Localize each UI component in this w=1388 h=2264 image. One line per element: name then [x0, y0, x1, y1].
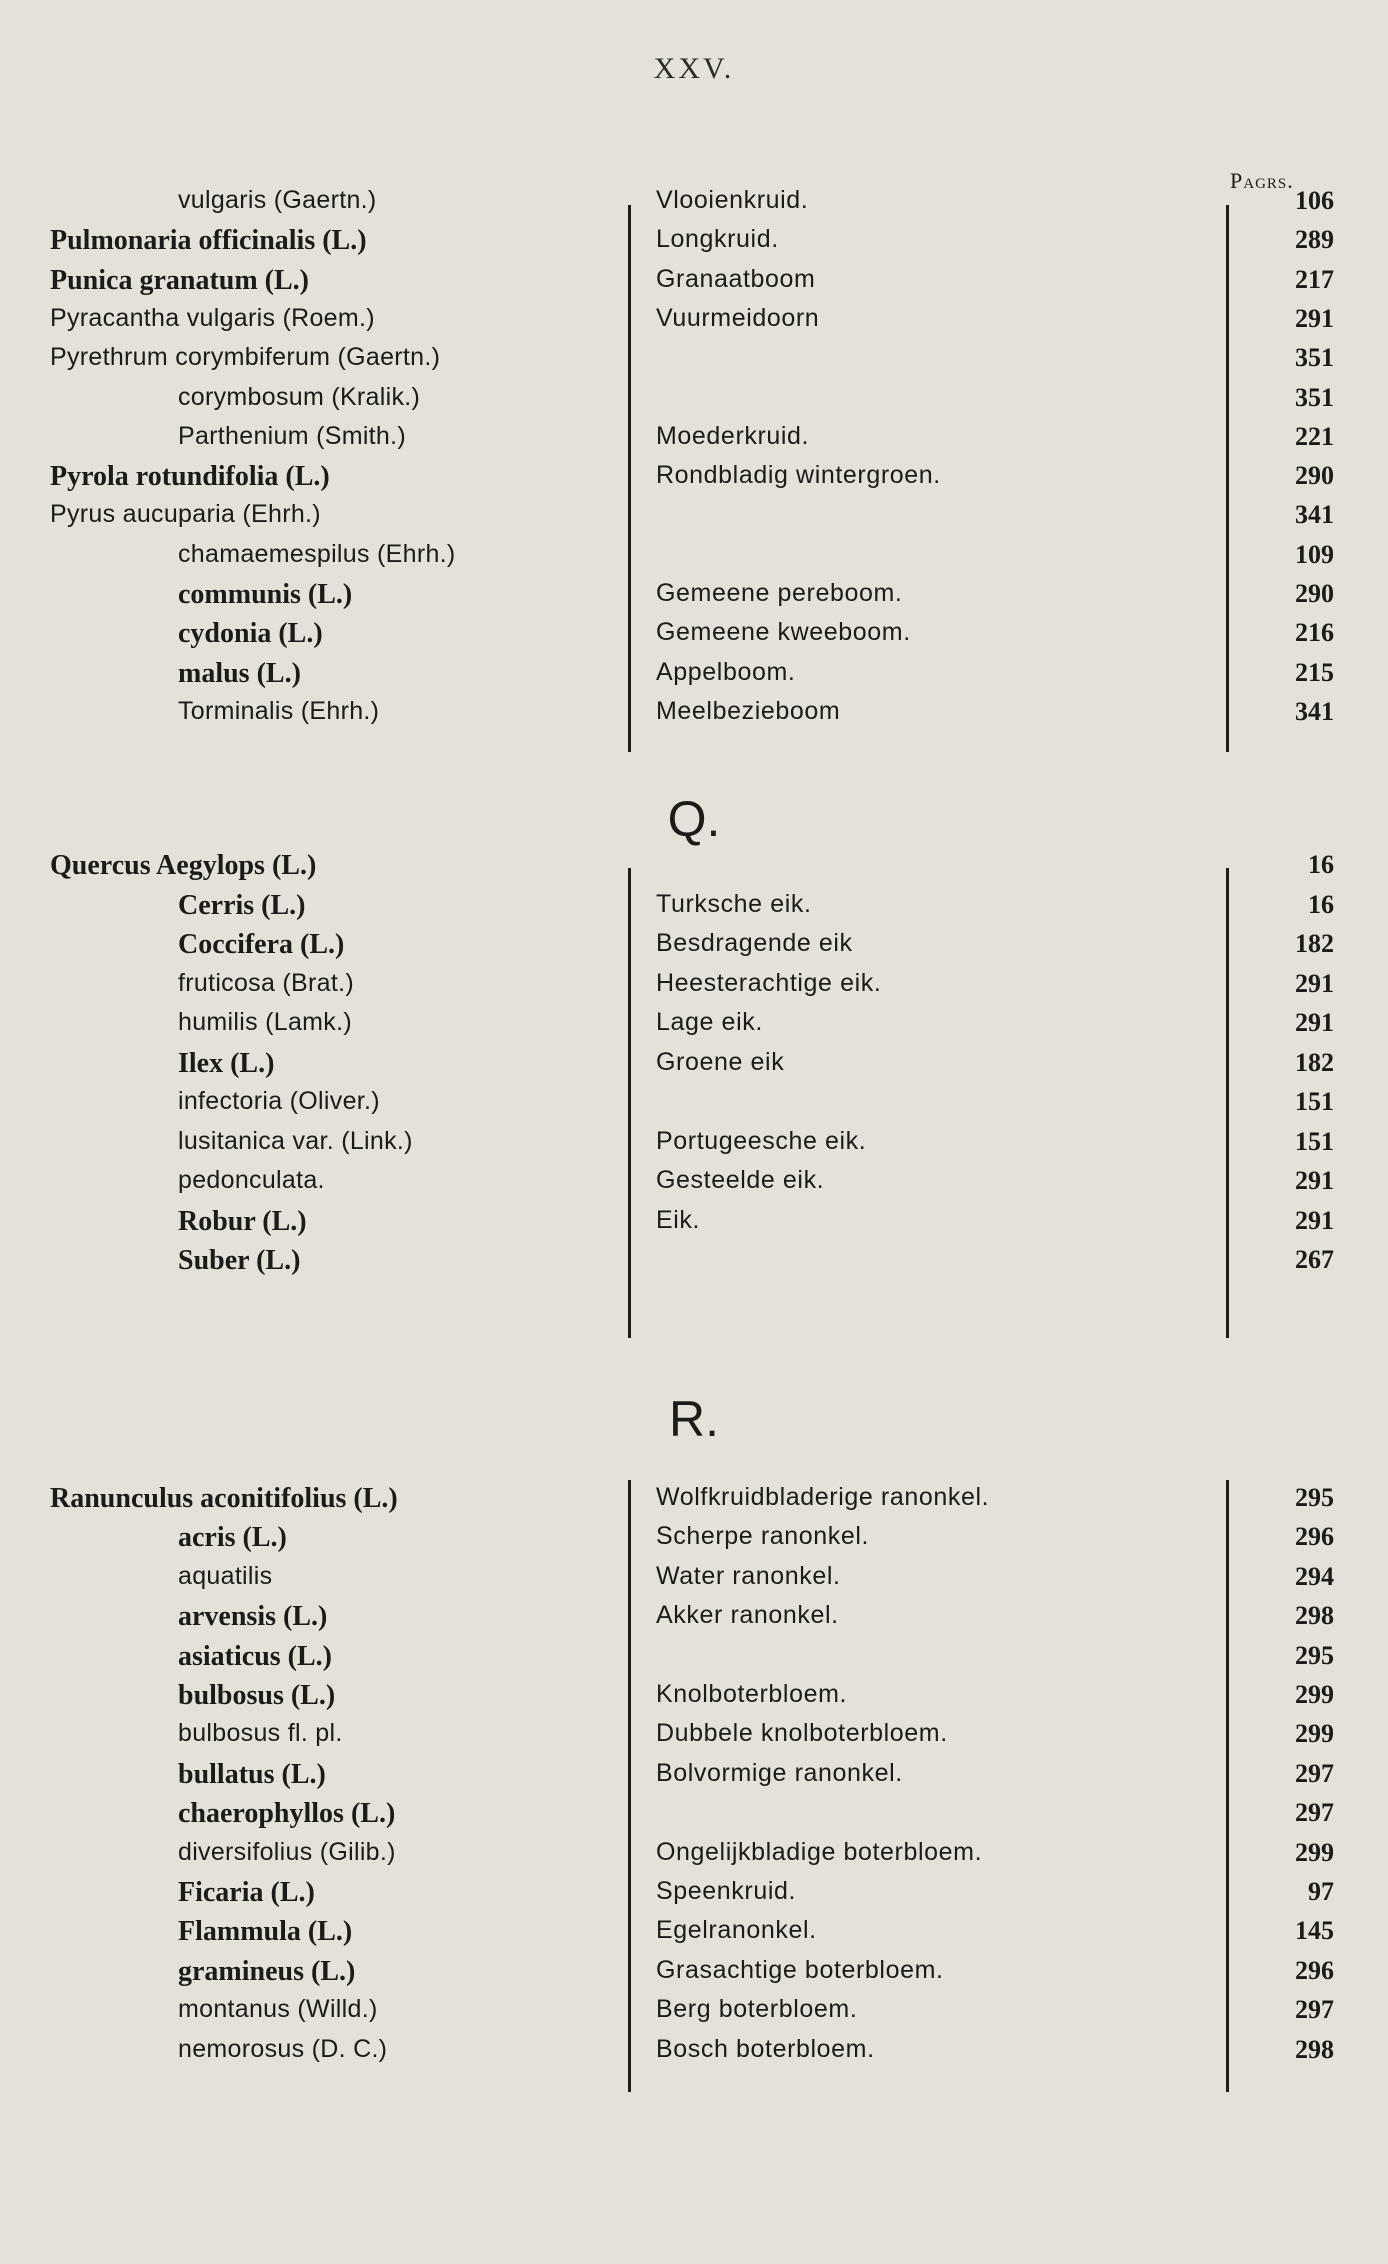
dutch-name: Wolfkruidbladerige ranonkel.	[656, 1483, 990, 1511]
latin-name: Ficaria (L.)	[178, 1877, 315, 1908]
page-ref: 341	[1295, 696, 1334, 726]
page-ref: 297	[1295, 1758, 1334, 1788]
page-ref: 291	[1295, 1008, 1334, 1037]
page-ref: 341	[1295, 500, 1334, 530]
dutch-name: Bolvormige ranonkel.	[656, 1758, 903, 1787]
page-ref: 291	[1295, 303, 1334, 333]
index-entry	[0, 969, 1388, 1009]
index-entry	[0, 1206, 1388, 1246]
page-ref: 151	[1295, 1126, 1334, 1156]
page-ref: 290	[1295, 579, 1334, 608]
latin-name: humilis (Lamk.)	[178, 1008, 352, 1036]
index-entry	[0, 1008, 1388, 1048]
dutch-name: Moederkruid.	[656, 421, 810, 450]
latin-name: vulgaris (Gaertn.)	[178, 186, 377, 214]
dutch-name: Portugeesche eik.	[656, 1126, 867, 1155]
latin-name: infectoria (Oliver.)	[178, 1087, 380, 1115]
index-entry	[0, 1127, 1388, 1167]
dutch-name: Granaatboom	[656, 264, 816, 293]
page-ref: 106	[1295, 186, 1334, 215]
dutch-name: Akker ranonkel.	[656, 1601, 839, 1630]
index-entry	[0, 1245, 1388, 1285]
index-entry	[0, 929, 1388, 969]
index-entry	[0, 186, 1388, 226]
dutch-name: Dubbele knolboterbloem.	[656, 1719, 948, 1748]
page-number: XXV.	[653, 52, 735, 85]
index-entry	[0, 1483, 1388, 1523]
latin-name: corymbosum (Kralik.)	[178, 382, 421, 411]
latin-name: Pyracantha vulgaris (Roem.)	[50, 303, 375, 332]
pages-column-label: Pagrs.	[1230, 168, 1294, 193]
dutch-name: Egelranonkel.	[656, 1916, 817, 1945]
dutch-name: Turksche eik.	[656, 889, 812, 918]
page-ref: 297	[1295, 1995, 1334, 2025]
page-ref: 296	[1295, 1955, 1334, 1985]
index-entry	[0, 461, 1388, 501]
latin-name: Torminalis (Ehrh.)	[178, 696, 380, 725]
index-entry	[0, 1601, 1388, 1641]
page-ref: 295	[1295, 1483, 1334, 1512]
page-ref: 291	[1295, 1205, 1334, 1235]
index-entry	[0, 1798, 1388, 1838]
dutch-name: Bosch boterbloem.	[656, 2034, 875, 2063]
page-ref: 299	[1295, 1719, 1334, 1749]
latin-name: Pyrus aucuparia (Ehrh.)	[50, 500, 321, 529]
dutch-name: Knolboterbloem.	[656, 1680, 848, 1708]
page-ref: 16	[1308, 850, 1334, 879]
page-ref: 299	[1295, 1680, 1334, 1709]
latin-name: chamaemespilus (Ehrh.)	[178, 539, 456, 568]
latin-name: acris (L.)	[178, 1522, 287, 1554]
latin-name: Robur (L.)	[178, 1205, 307, 1237]
dutch-name: Scherpe ranonkel.	[656, 1522, 870, 1551]
index-entry	[0, 383, 1388, 423]
page-ref: 290	[1295, 461, 1334, 491]
page-ref: 351	[1295, 382, 1334, 412]
latin-name: Quercus Aegylops (L.)	[50, 850, 317, 881]
index-entry	[0, 579, 1388, 619]
index-entry	[0, 343, 1388, 383]
latin-name: Cerris (L.)	[178, 889, 306, 921]
index-entry	[0, 540, 1388, 580]
index-entry	[0, 1759, 1388, 1799]
dutch-name: Ongelijkbladige boterbloem.	[656, 1837, 983, 1866]
page-ref: 97	[1308, 1877, 1334, 1906]
latin-name: diversifolius (Gilib.)	[178, 1837, 396, 1866]
index-entry	[0, 304, 1388, 344]
index-entry	[0, 890, 1388, 930]
index-entry	[0, 1641, 1388, 1681]
dutch-name: Gesteelde eik.	[656, 1166, 825, 1194]
latin-name: asiaticus (L.)	[178, 1640, 332, 1672]
page-ref: 109	[1295, 539, 1334, 569]
page-ref: 351	[1295, 343, 1334, 373]
page-ref: 182	[1295, 1047, 1334, 1077]
index-entry	[0, 1522, 1388, 1562]
page-ref: 297	[1295, 1798, 1334, 1828]
index-entry	[0, 1680, 1388, 1720]
index-entry	[0, 1838, 1388, 1878]
index-entry	[0, 697, 1388, 737]
index-entry	[0, 618, 1388, 658]
page-ref: 296	[1295, 1522, 1334, 1552]
dutch-name: Speenkruid.	[656, 1877, 797, 1905]
latin-name: communis (L.)	[178, 579, 353, 610]
latin-name: cydonia (L.)	[178, 618, 323, 650]
latin-name: Ranunculus aconitifolius (L.)	[50, 1483, 398, 1514]
page-ref: 16	[1308, 889, 1334, 919]
page-ref: 215	[1295, 657, 1334, 687]
index-entry	[0, 850, 1388, 890]
index-entry	[0, 1995, 1388, 2035]
page-ref: 291	[1295, 968, 1334, 998]
dutch-name: Longkruid.	[656, 225, 779, 254]
index-entry	[0, 225, 1388, 265]
index-entry	[0, 1166, 1388, 1206]
dutch-name: Besdragende eik	[656, 929, 853, 957]
latin-name: pedonculata.	[178, 1166, 325, 1194]
index-entry	[0, 2035, 1388, 2075]
dutch-name: Meelbezieboom	[656, 696, 841, 725]
index-entry	[0, 1916, 1388, 1956]
section-letter: R.	[669, 1391, 719, 1447]
dutch-name: Vlooienkruid.	[656, 186, 809, 214]
dutch-name: Lage eik.	[656, 1008, 763, 1036]
index-entry	[0, 1956, 1388, 1996]
page-ref: 151	[1295, 1087, 1334, 1116]
latin-name: bullatus (L.)	[178, 1758, 326, 1790]
page-ref: 298	[1295, 1601, 1334, 1631]
latin-name: nemorosus (D. C.)	[178, 2034, 388, 2063]
page-ref: 299	[1295, 1837, 1334, 1867]
index-entry	[0, 1719, 1388, 1759]
index-entry	[0, 422, 1388, 462]
latin-name: chaerophyllos (L.)	[178, 1798, 396, 1830]
index-entry	[0, 1048, 1388, 1088]
page-ref: 182	[1295, 929, 1334, 958]
latin-name: Pulmonaria officinalis (L.)	[50, 225, 367, 257]
dutch-name: Vuurmeidoorn	[656, 303, 820, 332]
latin-name: Coccifera (L.)	[178, 929, 345, 960]
page-ref: 221	[1295, 421, 1334, 451]
section-letter: Q.	[667, 791, 721, 847]
latin-name: Parthenium (Smith.)	[178, 421, 406, 450]
latin-name: arvensis (L.)	[178, 1601, 328, 1633]
dutch-name: Heesterachtige eik.	[656, 968, 882, 997]
page-ref: 267	[1295, 1245, 1334, 1274]
page-ref: 217	[1295, 264, 1334, 294]
page-ref: 294	[1295, 1561, 1334, 1591]
dutch-name: Water ranonkel.	[656, 1561, 841, 1590]
latin-name: gramineus (L.)	[178, 1955, 356, 1987]
index-entry	[0, 1562, 1388, 1602]
latin-name: Pyrethrum corymbiferum (Gaertn.)	[50, 343, 441, 372]
page-ref: 291	[1295, 1166, 1334, 1195]
latin-name: Flammula (L.)	[178, 1916, 353, 1948]
dutch-name: Grasachtige boterbloem.	[656, 1955, 944, 1984]
latin-name: montanus (Willd.)	[178, 1995, 378, 2024]
index-entry	[0, 265, 1388, 305]
index-entry	[0, 658, 1388, 698]
latin-name: Pyrola rotundifolia (L.)	[50, 461, 330, 493]
latin-name: fruticosa (Brat.)	[178, 968, 354, 997]
page-ref: 298	[1295, 2034, 1334, 2064]
latin-name: aquatilis	[178, 1561, 273, 1590]
dutch-name: Groene eik	[656, 1047, 785, 1076]
latin-name: Punica granatum (L.)	[50, 264, 309, 296]
dutch-name: Eik.	[656, 1205, 701, 1234]
latin-name: bulbosus fl. pl.	[178, 1719, 343, 1748]
latin-name: Ilex (L.)	[178, 1047, 275, 1079]
page-ref: 145	[1295, 1916, 1334, 1946]
dutch-name: Berg boterbloem.	[656, 1995, 858, 2024]
page-ref: 295	[1295, 1640, 1334, 1670]
dutch-name: Gemeene pereboom.	[656, 579, 903, 607]
page-ref: 216	[1295, 618, 1334, 648]
page-ref: 289	[1295, 225, 1334, 255]
latin-name: bulbosus (L.)	[178, 1680, 336, 1711]
index-entry	[0, 1087, 1388, 1127]
dutch-name: Appelboom.	[656, 657, 796, 686]
index-entry	[0, 500, 1388, 540]
dutch-name: Rondbladig wintergroen.	[656, 461, 941, 490]
index-entry	[0, 1877, 1388, 1917]
latin-name: malus (L.)	[178, 657, 301, 689]
latin-name: Suber (L.)	[178, 1245, 301, 1276]
latin-name: lusitanica var. (Link.)	[178, 1126, 413, 1155]
dutch-name: Gemeene kweeboom.	[656, 618, 911, 647]
